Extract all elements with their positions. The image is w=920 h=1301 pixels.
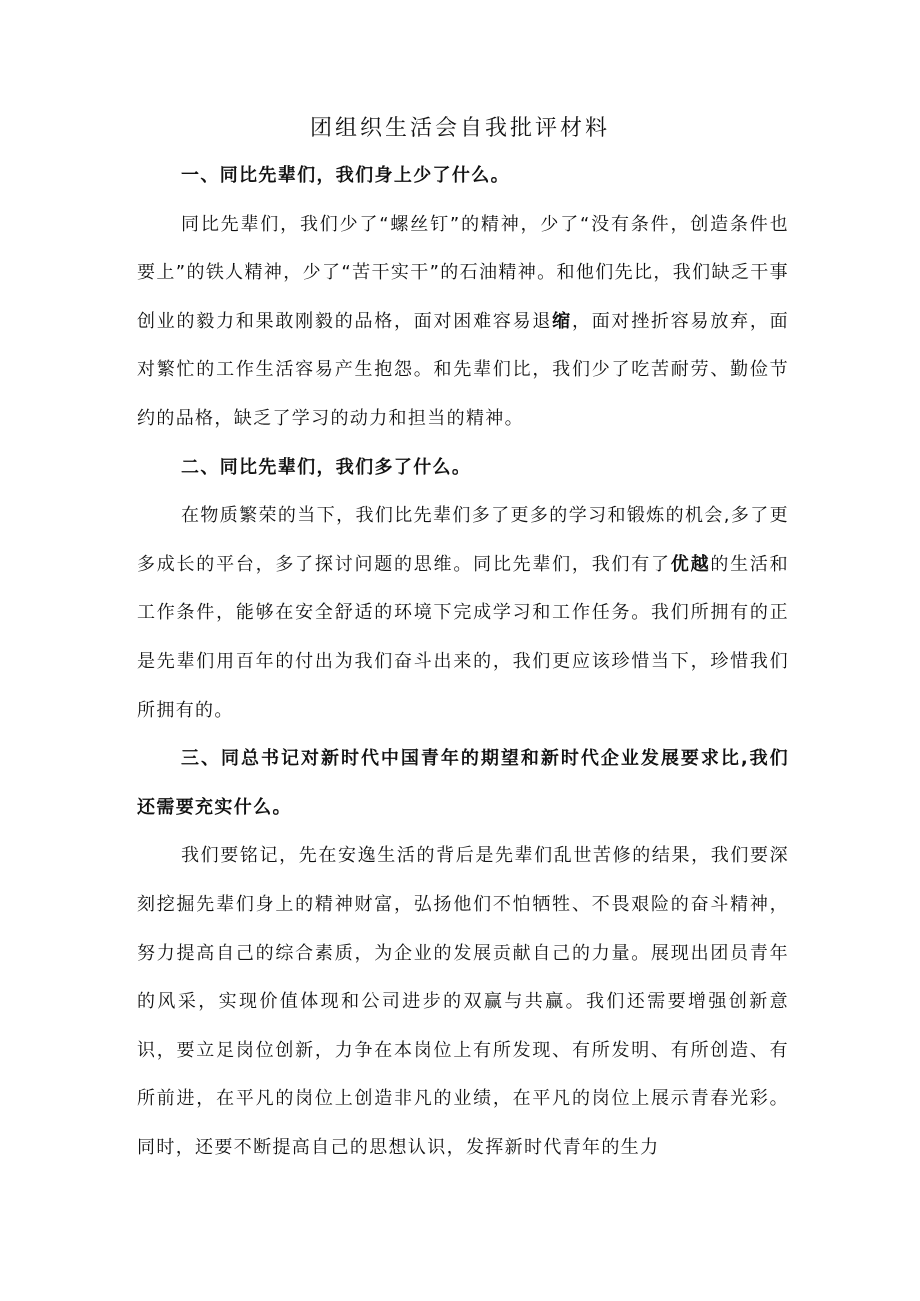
section-2-text-a: 在物质繁荣的当下，我们比先辈们多了更多的学习和锻炼的机会,多了更多成长的平台，多了探讨问题的思维。同比先辈们，我们有了 [137, 505, 789, 575]
section-1-emphasis: 缩 [552, 310, 572, 332]
section-1-text-a: 同比先辈们，我们少了“螺丝钉”的精神，少了“没有条件，创造条件也要上”的铁人精神，少了“苦干实干”的石油精神。和他们先比，我们缺乏干事创业的毅力和果敢刚毅的品格，面对困难容易退 [137, 213, 789, 332]
section-2-emphasis: 优越 [670, 553, 711, 575]
document-title: 团组织生活会自我批评材料 [309, 116, 610, 141]
section-2-heading: 二、同比先辈们，我们多了什么。 [181, 456, 472, 478]
document-body [137, 152, 789, 1172]
section-1-paragraph [137, 201, 789, 444]
section-1-text-b: ，面对挫折容易放弃，面对繁忙的工作生活容易产生抱怨。和先辈们比，我们少了吃苦耐劳、勤俭节约的品格，缺乏了学习的动力和担当的精神。 [137, 310, 789, 429]
section-3-paragraph: 我们要铭记，先在安逸生活的背后是先辈们乱世苦修的结果，我们要深刻挖掘先辈们身上的精神财富，弘扬他们不怕牺牲、不畏艰险的奋斗精神，努力提高自己的综合素质，为企业的发展贡献自己的力量。展现出团员青年的风采，实现价值体现和公司进步的双赢与共赢。我们还需要增强创新意识，要立足岗位创新，力争在本岗位上有所发现、有所发明、有所创造、有所前进，在平凡的岗位上创造非凡的业绩，在平凡的岗位上展示青春光彩。同时，还要不断提高自己的思想认识，发挥新时代青年的生力 [137, 845, 789, 1158]
section-2-paragraph [137, 492, 789, 735]
section-1-heading: 一、同比先辈们，我们身上少了什么。 [181, 165, 510, 186]
section-3-heading: 三、同总书记对新时代中国青年的期望和新时代企业发展要求比,我们还需要充实什么。 [137, 748, 789, 818]
section-2-text-b: 的生活和工作条件，能够在安全舒适的环境下完成学习和工作任务。我们所拥有的正是先辈们用百年的付出为我们奋斗出来的，我们更应该珍惜当下，珍惜我们所拥有的。 [137, 553, 790, 721]
